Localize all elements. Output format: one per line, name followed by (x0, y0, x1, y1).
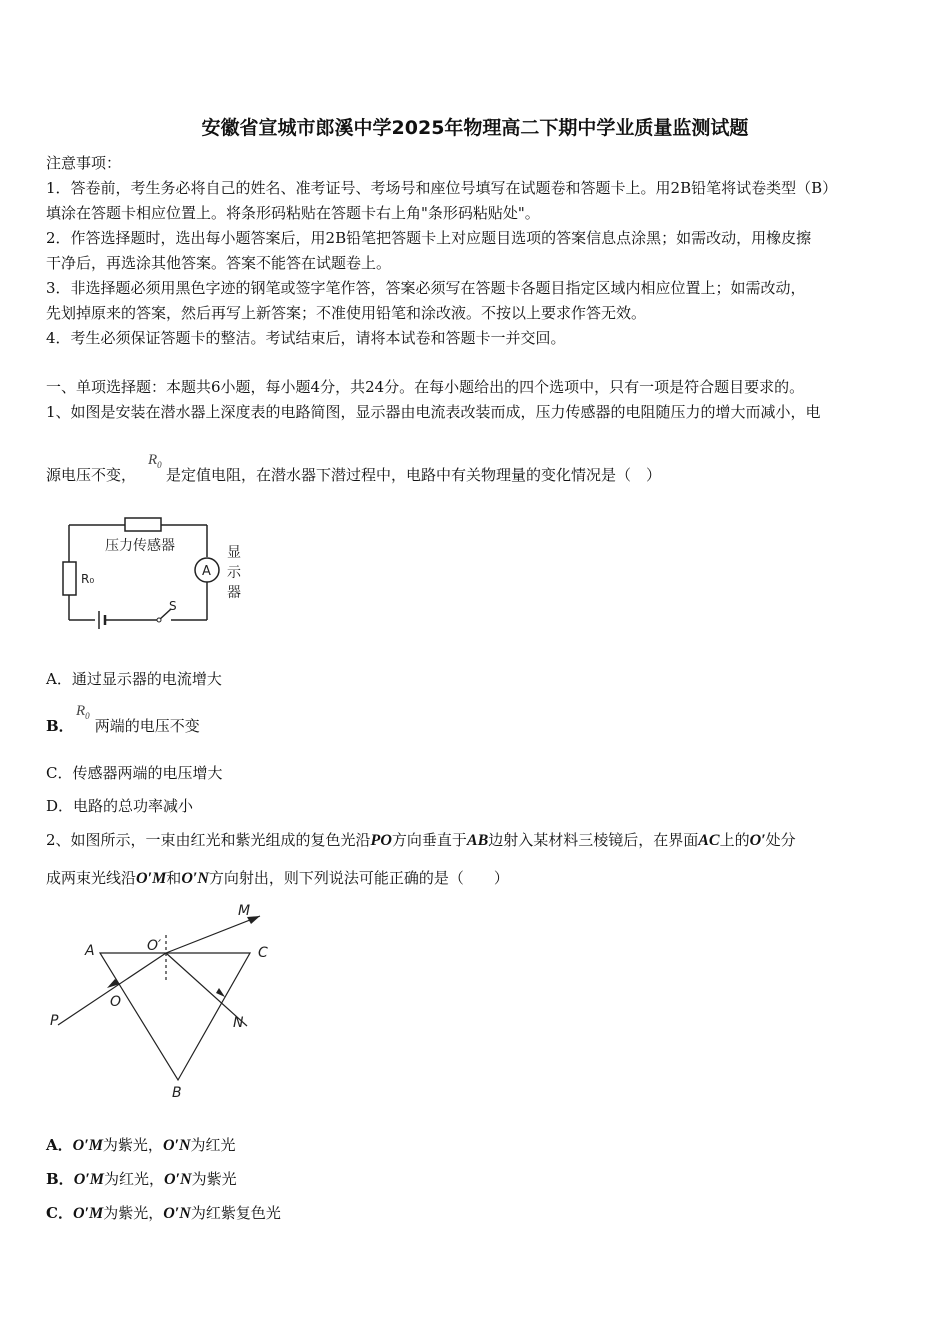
notice-line: 1．答卷前，考生务必将自己的姓名、准考证号、考场号和座位号填写在试题卷和答题卡上。用2B铅笔将试卷类型（B） (46, 179, 838, 197)
section-heading: 一、单项选择题：本题共6小题，每小题4分，共24分。在每小题给出的四个选项中，只有一项是符合题目要求的。 (46, 378, 805, 396)
page-title: 安徽省宣城市郎溪中学2025年物理高二下期中学业质量监测试题 (201, 117, 749, 139)
q1-stem-pre: 源电压不变， (46, 466, 137, 484)
q2-stem: 2、如图所示，一束由红光和紫光组成的复色光沿PO方向垂直于AB边射入某材料三棱镜后，在界面AC上的O′处分 (46, 831, 796, 849)
label-b: B (172, 1085, 182, 1101)
label-a: A (85, 943, 95, 959)
q2-option-b: B．O′M为红光，O′N为紫光 (46, 1170, 237, 1188)
prism-triangle (100, 953, 250, 1080)
q1-stem: 1、如图是安装在潜水器上深度表的电路简图，显示器由电流表改装而成，压力传感器的电阻随压力的增大而减小，电 (46, 403, 821, 421)
display-label: 示 (227, 565, 241, 581)
q1-option-b: B． 两端的电压不变 (46, 717, 200, 735)
notice-line: 先划掉原来的答案，然后再写上新答案；不准使用铅笔和涂改液。不按以上要求作答无效。 (46, 304, 647, 322)
q1-option-d: D．电路的总功率减小 (46, 797, 194, 815)
notice-line: 3．非选择题必须用黑色字迹的钢笔或签字笔作答，答案必须写在答题卡各题目指定区域内相应位置上；如需改动， (46, 279, 806, 297)
q1-stem-post: 是定值电阻，在潜水器下潜过程中，电路中有关物理量的变化情况是（ ） (166, 466, 662, 484)
sensor-label: 压力传感器 (105, 538, 175, 554)
r0-symbol: $R_0$ (76, 703, 90, 721)
q2-option-c: C．O′M为紫光，O′N为红紫复色光 (46, 1204, 281, 1222)
q1-option-c: C．传感器两端的电压增大 (46, 764, 223, 782)
arrow-po (107, 979, 120, 988)
notice-line: 4．考生必须保证答题卡的整洁。考试结束后，请将本试卷和答题卡一并交回。 (46, 329, 566, 347)
circuit-diagram (55, 510, 275, 635)
label-c: C (258, 945, 268, 961)
label-o: O (110, 994, 122, 1010)
notice-line: 填涂在答题卡相应位置上。将条形码粘贴在答题卡右上角"条形码粘贴处"。 (46, 204, 540, 222)
q1-stem (46, 465, 661, 485)
ray-po (58, 953, 166, 1025)
q2-option-a: A．O′M为紫光，O′N为红光 (46, 1136, 236, 1154)
r0-symbol: $R_0$ (148, 452, 162, 470)
label-n: N (233, 1015, 244, 1031)
display-label: 器 (227, 585, 241, 601)
q1-option-a: A．通过显示器的电流增大 (46, 670, 222, 688)
ray-om (166, 916, 260, 953)
switch-label: S (169, 599, 177, 613)
prism-diagram (40, 895, 300, 1105)
q2-stem: 成两束光线沿O′M和O′N方向射出，则下列说法可能正确的是（ ） (46, 869, 509, 887)
label-p: P (50, 1013, 59, 1029)
notice-heading: 注意事项： (46, 154, 122, 172)
r0-label: R₀ (81, 572, 95, 586)
ammeter-label: A (202, 564, 211, 579)
r0-resistor (63, 562, 76, 595)
arrow-on (216, 988, 225, 997)
label-m: M (238, 903, 251, 919)
notice-line: 2．作答选择题时，选出每小题答案后，用2B铅笔把答题卡上对应题目选项的答案信息点涂黑；如需改动，用橡皮擦 (46, 229, 812, 247)
sensor-resistor (125, 518, 161, 531)
display-label: 显 (227, 545, 241, 561)
notice-line: 干净后，再选涂其他答案。答案不能答在试题卷上。 (46, 254, 392, 272)
label-oprime: O′ (147, 938, 162, 954)
